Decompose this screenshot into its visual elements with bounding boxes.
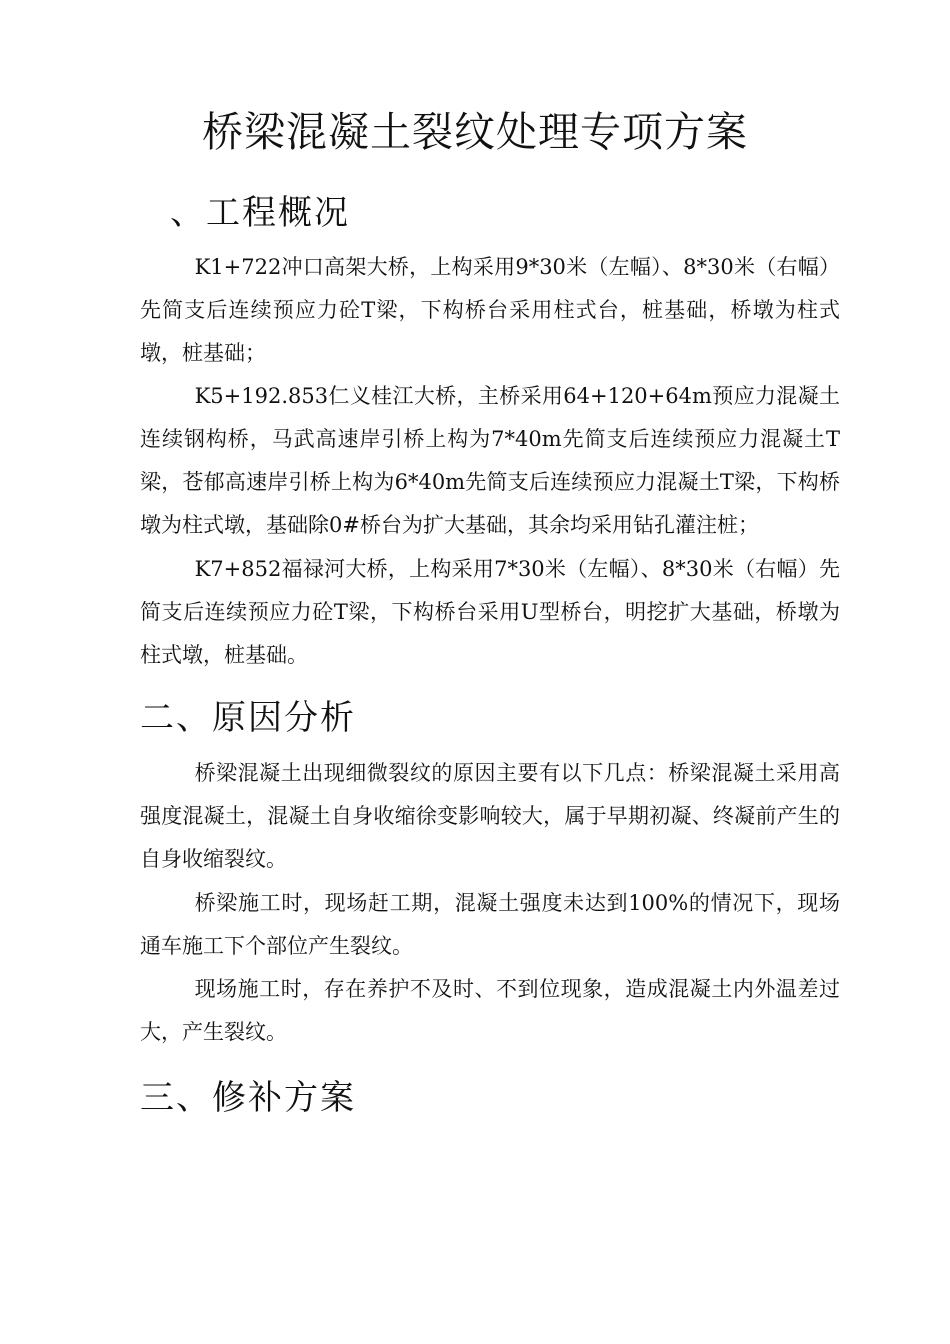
section-heading-cause: 二、原因分析 — [140, 698, 356, 738]
paragraph-cause-1: 桥梁混凝土出现细微裂纹的原因主要有以下几点：桥梁混凝土采用高强度混凝土，混凝土自身收缩徐变影响较大，属于早期初凝、终凝前产生的自身收缩裂纹。 — [140, 761, 840, 871]
section-heading-repair: 三、修补方案 — [140, 1078, 356, 1118]
paragraph-overview-3: K7+852福禄河大桥，上构采用7*30米（左幅）、8*30米（右幅）先简支后连续预应力砼T梁，下构桥台采用U型桥台，明挖扩大基础，桥墩为柱式墩，桩基础。 — [140, 557, 840, 667]
section-heading-overview: 、工程概况 — [170, 193, 350, 233]
document-title: 桥梁混凝土裂纹处理专项方案 — [202, 108, 748, 156]
paragraph-cause-3: 现场施工时，存在养护不及时、不到位现象，造成混凝土内外温差过大，产生裂纹。 — [140, 977, 840, 1044]
paragraph-overview-2: K5+192.853仁义桂江大桥，主桥采用64+120+64m预应力混凝土连续钢构桥，马武高速岸引桥上构为7*40m先简支后连续预应力混凝土T梁，苍郁高速岸引桥上构为6*40m先简支后连续预应力混凝土T梁，下构桥墩为柱式墩，基础除0#桥台为扩大基础，其余均采用钻孔灌注桩； — [140, 384, 840, 537]
paragraph-cause-2: 桥梁施工时，现场赶工期，混凝土强度未达到100%的情况下，现场通车施工下个部位产生裂纹。 — [140, 891, 840, 958]
paragraph-overview-1: K1+722冲口高架大桥，上构采用9*30米（左幅）、8*30米（右幅）先简支后连续预应力砼T梁，下构桥台采用柱式台，桩基础，桥墩为柱式墩，桩基础； — [140, 255, 840, 365]
